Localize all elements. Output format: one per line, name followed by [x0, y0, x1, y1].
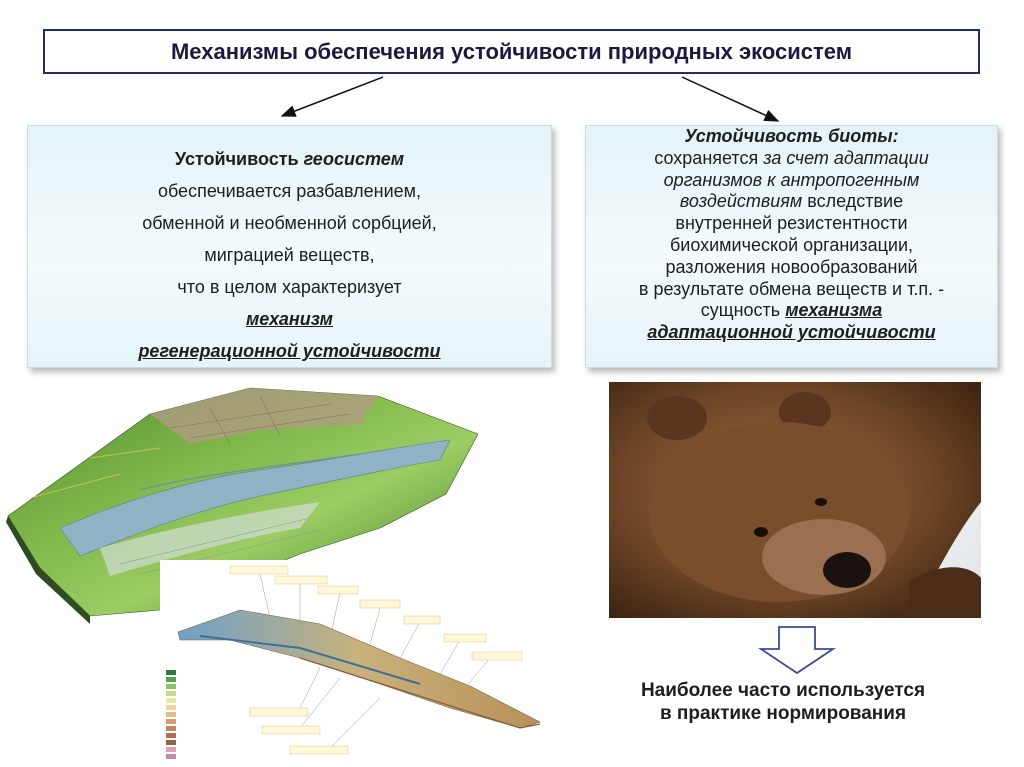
down-arrow-icon [757, 625, 837, 675]
biota-line-6: биохимической организации, [669, 234, 914, 255]
geosystem-heading-bold: Устойчивость [174, 149, 304, 169]
biota-line-2-italic: за счет адаптации [763, 147, 929, 168]
geosystem-heading-italic: геосистем [303, 149, 405, 169]
arrow-right [682, 77, 778, 121]
page-title: Механизмы обеспечения устойчивости природных экосистем [170, 38, 852, 64]
biota-line-9 [586, 300, 997, 322]
biota-line-7: разложения новообразований [665, 256, 918, 277]
biota-line-8: в результате обмена веществ и т.п. - [638, 278, 945, 299]
bottom-note [588, 679, 978, 725]
biota-line-4-italic: воздействиям [679, 191, 803, 212]
geosystem-line-2: обеспечивается разбавлением, [157, 181, 422, 201]
biota-line-9-bolditalic: механизма [785, 300, 883, 321]
biota-heading: Устойчивость биоты: [684, 126, 899, 146]
geosystem-line-5: что в целом характеризует [177, 277, 402, 297]
title-arrows [0, 0, 1024, 130]
bottom-note-line-2: в практике нормирования [659, 703, 907, 724]
geosystem-line-3: обменной и необменной сорбцией, [142, 213, 437, 233]
biota-line-4 [586, 191, 997, 213]
terrain-profile-diagram [160, 560, 545, 766]
biota-line-3: организмов к антропогенным [663, 169, 920, 190]
biota-line-9-plain: сущность [700, 300, 786, 321]
biota-line-4-plain: вследствие [802, 191, 904, 212]
geosystem-line-7: регенерационной устойчивости [138, 341, 441, 361]
geosystem-card [27, 125, 552, 368]
geosystem-line-4: миграцией веществ, [204, 245, 375, 265]
bottom-note-line-1: Наиболее часто используется [640, 680, 926, 701]
biota-line-10: адаптационной устойчивости [647, 322, 936, 343]
terrain-maps-image [0, 378, 560, 767]
geosystem-heading [28, 143, 551, 175]
biota-line-5: внутренней резистентности [675, 213, 908, 234]
geosystem-line-6: механизм [245, 309, 333, 329]
biota-line-2-plain: сохраняется [654, 147, 764, 168]
biota-line-2 [586, 148, 997, 170]
bear-photo [609, 382, 981, 618]
arrow-left [282, 77, 383, 116]
biota-card [585, 125, 998, 368]
